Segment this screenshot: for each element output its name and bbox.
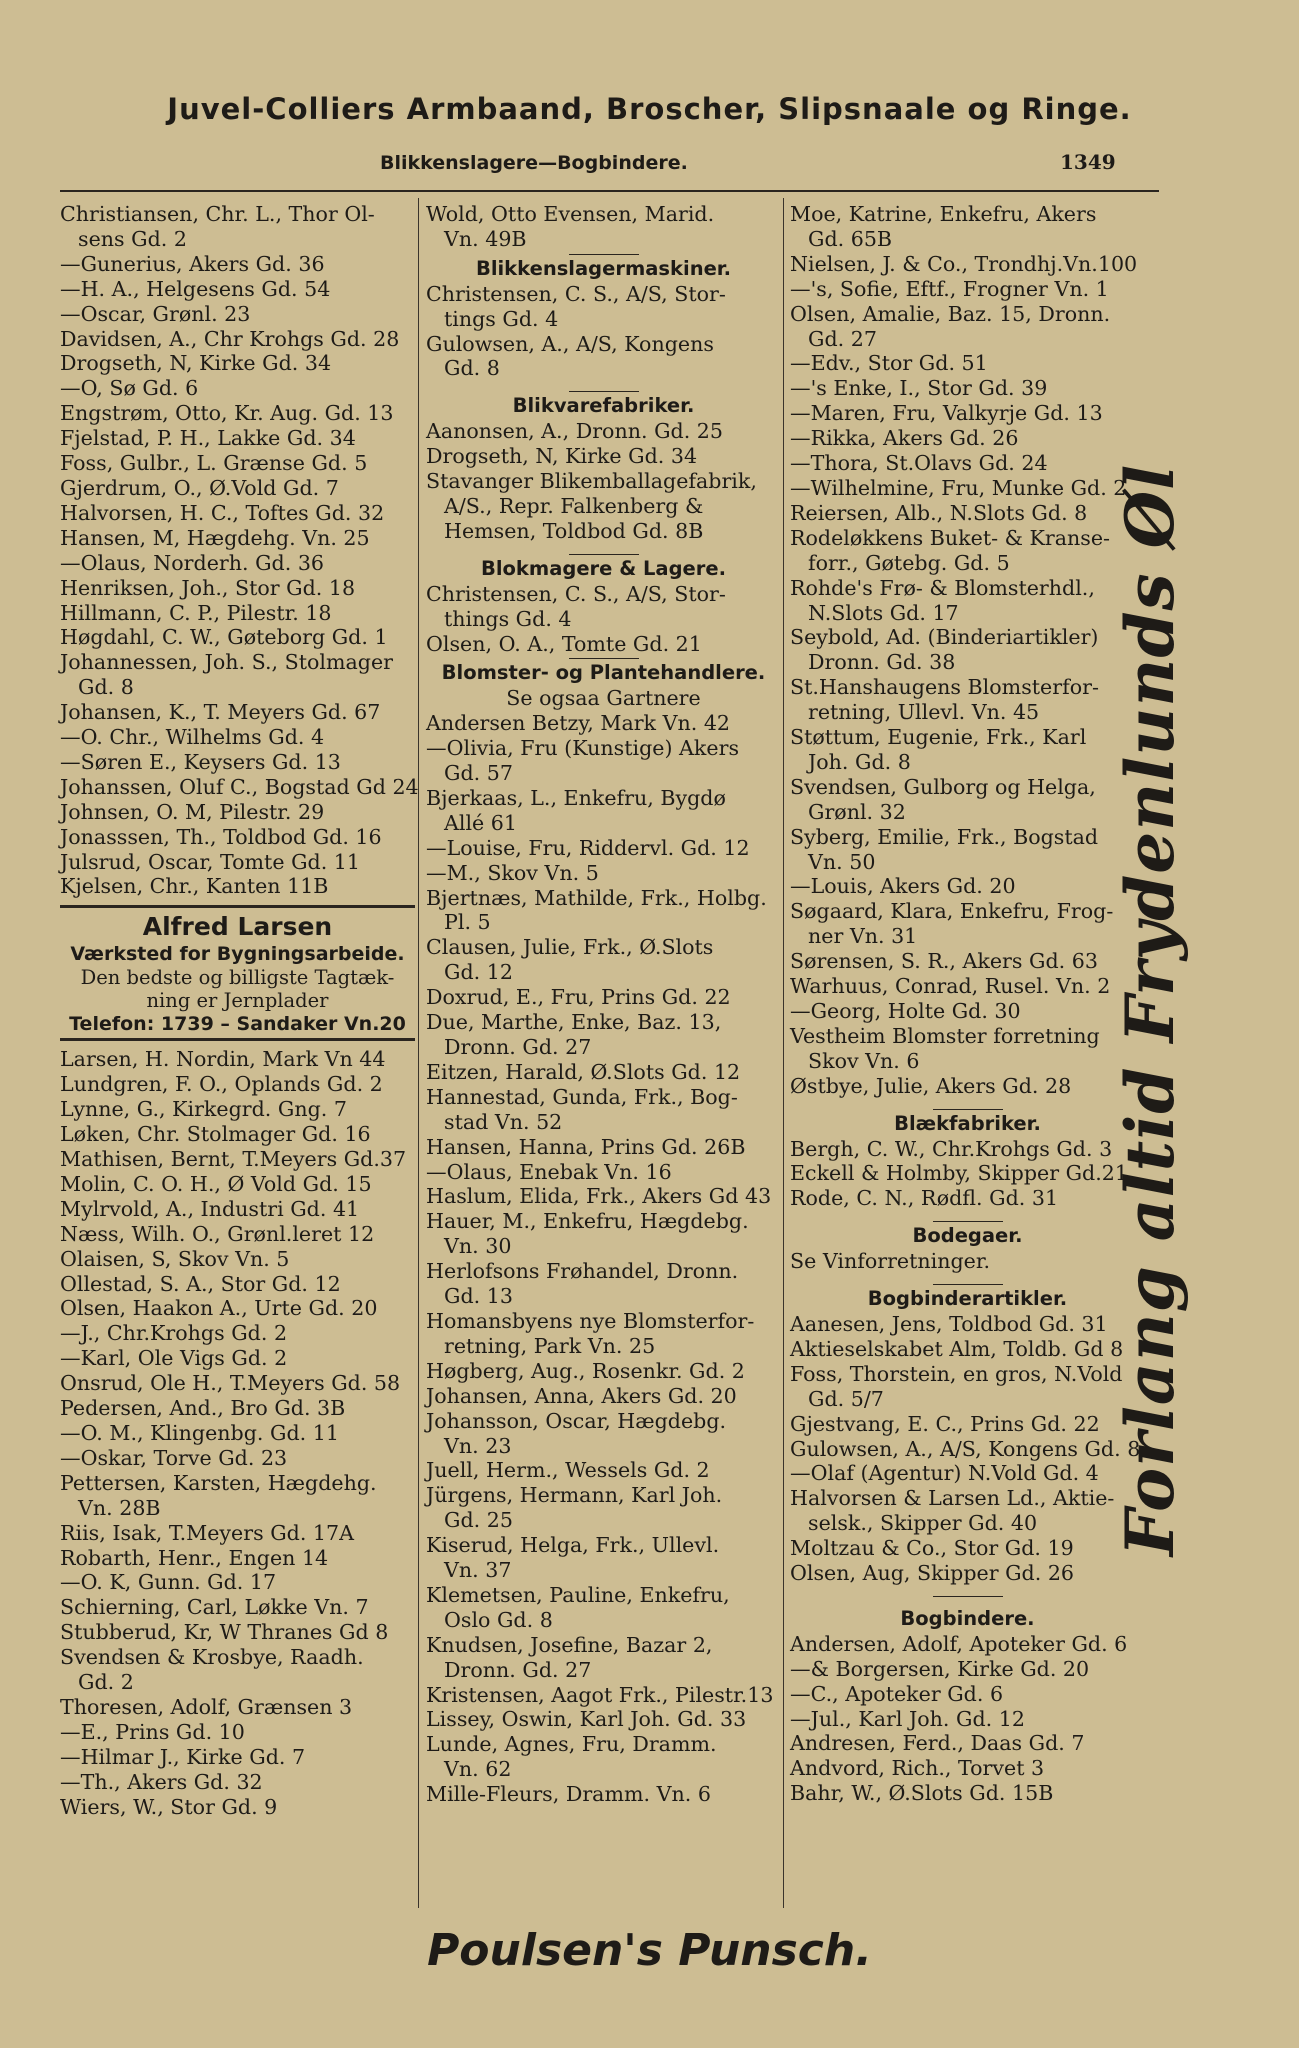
divider: [933, 1284, 1003, 1285]
directory-entry: ner Vn. 31: [808, 924, 918, 949]
directory-entry: Skov Vn. 6: [808, 1048, 920, 1073]
directory-entry: Vn. 30: [444, 1234, 512, 1259]
directory-entry: Olsen, Haakon A., Urte Gd. 20: [60, 1296, 378, 1321]
directory-entry: Seybold, Ad. (Binderiartikler): [790, 625, 1099, 650]
directory-entry: Reiersen, Alb., N.Slots Gd. 8: [790, 500, 1088, 525]
directory-entry: Jürgens, Hermann, Karl Joh.: [426, 1483, 723, 1508]
list-bogbinderartikler: [790, 1312, 1145, 1586]
directory-entry: Dronn. Gd. 38: [808, 650, 956, 675]
directory-entry: Davidsen, A., Chr Krohgs Gd. 28: [60, 326, 400, 351]
ad-line-1: Den bedste og billigste Tagtæk-: [80, 966, 395, 990]
directory-entry: Henriksen, Joh., Stor Gd. 18: [60, 575, 356, 600]
directory-entry: Herlofsons Frøhandel, Dronn.: [426, 1259, 739, 1284]
directory-entry: Robarth, Henr., Engen 14: [60, 1545, 329, 1570]
directory-entry: Andresen, Ferd., Daas Gd. 7: [790, 1731, 1085, 1756]
directory-entry: Bjerkaas, L., Enkefru, Bygdø: [426, 785, 726, 810]
heading-blikvarefabriker: Blikvarefabriker.: [512, 394, 695, 418]
directory-entry: Klemetsen, Pauline, Enkefru,: [426, 1582, 730, 1607]
divider: [933, 1109, 1003, 1110]
ad-phone: Telefon: 1739 – Sandaker Vn.20: [69, 1013, 406, 1036]
directory-entry: Kjelsen, Chr., Kanten 11B: [60, 874, 329, 899]
directory-entry: Halvorsen & Larsen Ld., Aktie-: [790, 1486, 1115, 1511]
alfred-larsen-ad: [60, 905, 415, 1041]
directory-entry: Gd. 5/7: [808, 1386, 884, 1411]
directory-entry: —Rikka, Akers Gd. 26: [790, 426, 1019, 451]
directory-entry: —Hilmar J., Kirke Gd. 7: [60, 1744, 306, 1769]
divider: [569, 658, 639, 659]
directory-entry: Eckell & Holmby, Skipper Gd.21: [790, 1161, 1128, 1186]
directory-entry: —Th., Akers Gd. 32: [60, 1769, 263, 1794]
directory-entry: A/S., Repr. Falkenberg &: [444, 493, 704, 518]
directory-entry: —Olaus, Enebak Vn. 16: [426, 1159, 672, 1184]
directory-entry: Moe, Katrine, Enkefru, Akers: [790, 202, 1097, 226]
directory-entry: Mathisen, Bernt, T.Meyers Gd.37: [60, 1147, 407, 1171]
directory-entry: Olsen, Amalie, Baz. 15, Dronn.: [790, 301, 1111, 326]
list-blaekfabriker: [790, 1137, 1145, 1212]
list-blomster: [426, 711, 781, 1807]
directory-entry: —'s Enke, I., Stor Gd. 39: [790, 376, 1048, 401]
directory-entry: stad Vn. 52: [444, 1109, 563, 1134]
directory-entry: Christensen, C. S., A/S, Stor-: [426, 281, 726, 306]
ad-line-2: ning er Jernplader: [146, 989, 329, 1013]
directory-entry: Gd. 65B: [808, 226, 893, 251]
directory-entry: Nielsen, J. & Co., Trondhj.Vn.100: [790, 251, 1138, 276]
directory-entry: Johansen, K., T. Meyers Gd. 67: [60, 700, 381, 725]
directory-entry: Syberg, Emilie, Frk., Bogstad: [790, 824, 1099, 849]
list-bogbindere: [790, 1632, 1145, 1806]
directory-entry: Gd. 25: [444, 1508, 513, 1533]
directory-entry: Julsrud, Oscar, Tomte Gd. 11: [60, 849, 360, 874]
directory-entry: —Louise, Fru, Riddervl. Gd. 12: [426, 835, 750, 860]
directory-entry: —Gunerius, Akers Gd. 36: [60, 251, 325, 276]
directory-entry: Onsrud, Ole H., T.Meyers Gd. 58: [60, 1371, 401, 1396]
directory-entry: Joh. Gd. 8: [808, 749, 911, 774]
list-blikkenslagermaskiner: [426, 282, 781, 382]
directory-entry: —Wilhelmine, Fru, Munke Gd. 2: [790, 475, 1127, 500]
directory-entry: —C., Apoteker Gd. 6: [790, 1681, 1004, 1706]
directory-entry: Kristensen, Aagot Frk., Pilestr.13: [426, 1682, 774, 1707]
directory-entry: Hauer, M., Enkefru, Hægdebg.: [426, 1209, 749, 1234]
column-2: [426, 202, 781, 1807]
directory-entry: Mille-Fleurs, Dramm. Vn. 6: [426, 1782, 711, 1807]
subheading-blomster: Se ogsaa Gartnere: [506, 686, 701, 711]
footer-ad-poulsen: Poulsen's Punsch.: [427, 1925, 872, 1976]
directory-entry: Sørensen, S. R., Akers Gd. 63: [790, 949, 1098, 974]
directory-entry: Jonasssen, Th., Toldbod Gd. 16: [60, 824, 382, 849]
heading-blaekfabriker: Blækfabriker.: [894, 1111, 1041, 1135]
directory-entry: Larsen, H. Nordin, Mark Vn 44: [60, 1047, 386, 1072]
directory-entry: Stubberud, Kr, W Thranes Gd 8: [60, 1620, 389, 1645]
directory-entry: retning, Park Vn. 25: [444, 1333, 656, 1358]
directory-entry: Christiansen, Chr. L., Thor Ol-: [60, 202, 375, 226]
directory-entry: Clausen, Julie, Frk., Ø.Slots: [426, 935, 714, 960]
directory-entry: Hemsen, Toldbod Gd. 8B: [444, 518, 704, 543]
side-ad-text: Forlang altid Frydenlunds Øl: [1111, 463, 1189, 1557]
directory-entry: —Edv., Stor Gd. 51: [790, 351, 988, 376]
directory-entry: Bergh, C. W., Chr.Krohgs Gd. 3: [790, 1136, 1113, 1161]
directory-entry: —E., Prins Gd. 10: [60, 1719, 245, 1744]
directory-entry: Fjelstad, P. H., Lakke Gd. 34: [60, 426, 356, 451]
directory-entry: Dronn. Gd. 27: [444, 1657, 592, 1682]
directory-entry: —Oskar, Torve Gd. 23: [60, 1445, 288, 1470]
directory-entry: Drogseth, N, Kirke Gd. 34: [60, 351, 332, 376]
directory-entry: Gd. 27: [808, 326, 877, 351]
directory-entry: Rodeløkkens Buket- & Kranse-: [790, 525, 1110, 550]
col2-intro: [426, 202, 781, 252]
directory-entry: Hillmann, C. P., Pilestr. 18: [60, 600, 332, 625]
directory-entry: Warhuus, Conrad, Rusel. Vn. 2: [790, 974, 1111, 999]
ad-subtitle: Værksted for Bygningsarbeide.: [70, 943, 405, 966]
directory-entry: Gd. 2: [78, 1670, 134, 1695]
directory-entry: Østbye, Julie, Akers Gd. 28: [790, 1073, 1072, 1098]
directory-entry: Bjertnæs, Mathilde, Frk., Holbg.: [426, 885, 767, 910]
directory-entry: Oslo Gd. 8: [444, 1607, 553, 1632]
directory-entry: Grønl. 32: [808, 799, 906, 824]
directory-entry: Gd. 57: [444, 761, 513, 786]
directory-entry: Moltzau & Co., Stor Gd. 19: [790, 1536, 1074, 1561]
directory-entry: things Gd. 4: [444, 606, 572, 631]
col1-entries-2: [60, 1047, 415, 1819]
directory-entry: Johnsen, O. M, Pilestr. 29: [60, 799, 325, 824]
directory-entry: —O, Sø Gd. 6: [60, 376, 199, 401]
directory-entry: Svendsen & Krosbye, Raadh.: [60, 1645, 364, 1670]
directory-entry: Ollestad, S. A., Stor Gd. 12: [60, 1271, 341, 1296]
directory-entry: N.Slots Gd. 17: [808, 600, 959, 625]
directory-entry: —Maren, Fru, Valkyrje Gd. 13: [790, 401, 1103, 426]
directory-entry: Eitzen, Harald, Ø.Slots Gd. 12: [426, 1059, 741, 1084]
directory-entry: Gd. 12: [444, 960, 513, 985]
directory-entry: Hannestad, Gunda, Frk., Bog-: [426, 1084, 738, 1109]
directory-entry: Pedersen, And., Bro Gd. 3B: [60, 1396, 346, 1421]
directory-entry: Wold, Otto Evensen, Marid.: [426, 202, 715, 226]
directory-entry: Lissey, Oswin, Karl Joh. Gd. 33: [426, 1707, 747, 1732]
directory-entry: Knudsen, Josefine, Bazar 2,: [426, 1632, 713, 1657]
directory-entry: Doxrud, E., Fru, Prins Gd. 22: [426, 985, 731, 1010]
list-bodegaer: [790, 1249, 1145, 1274]
directory-entry: Pl. 5: [444, 910, 491, 935]
directory-entry: Johansen, Anna, Akers Gd. 20: [426, 1383, 737, 1408]
directory-entry: Vestheim Blomster forretning: [790, 1023, 1100, 1048]
heading-blomster: Blomster- og Plantehandlere.: [441, 661, 766, 685]
directory-entry: —Oscar, Grønl. 23: [60, 301, 251, 326]
divider: [569, 391, 639, 392]
directory-entry: Johannessen, Joh. S., Stolmager: [60, 650, 393, 675]
directory-entry: Foss, Gulbr., L. Grænse Gd. 5: [60, 451, 368, 476]
top-banner-ad: Juvel-Colliers Armbaand, Broscher, Slipsnaale og Ringe.: [167, 92, 1132, 126]
directory-entry: forr., Gøtebg. Gd. 5: [808, 550, 1010, 575]
directory-entry: Andvord, Rich., Torvet 3: [790, 1756, 1045, 1781]
directory-entry: Due, Marthe, Enke, Baz. 13,: [426, 1010, 722, 1035]
divider: [569, 254, 639, 255]
directory-entry: Løken, Chr. Stolmager Gd. 16: [60, 1122, 371, 1147]
directory-entry: Haslum, Elida, Frk., Akers Gd 43: [426, 1184, 772, 1209]
directory-entry: Gulowsen, A., A/S, Kongens: [426, 331, 714, 356]
directory-entry: —Olivia, Fru (Kunstige) Akers: [426, 736, 740, 761]
col3-entries: [790, 202, 1145, 1099]
directory-entry: Rohde's Frø- & Blomsterhdl.,: [790, 575, 1095, 600]
directory-entry: Hansen, M, Hægdehg. Vn. 25: [60, 525, 370, 550]
heading-bogbinderartikler: Bogbinderartikler.: [867, 1287, 1068, 1311]
running-title: Blikkenslagere—Bogbindere.: [380, 152, 688, 174]
directory-entry: —& Borgersen, Kirke Gd. 20: [790, 1656, 1090, 1681]
directory-entry: Dronn. Gd. 27: [444, 1035, 592, 1059]
directory-entry: Andersen Betzy, Mark Vn. 42: [426, 711, 731, 736]
directory-entry: Vn. 23: [444, 1433, 512, 1458]
directory-entry: Svendsen, Gulborg og Helga,: [790, 774, 1096, 799]
list-blokmagere: [426, 582, 781, 657]
directory-entry: Lundgren, F. O., Oplands Gd. 2: [60, 1072, 383, 1097]
directory-entry: —O. K, Gunn. Gd. 17: [60, 1570, 277, 1595]
directory-entry: Johanssen, Oluf C., Bogstad Gd 24: [60, 774, 419, 799]
directory-entry: retning, Ullevl. Vn. 45: [808, 700, 1040, 725]
directory-entry: tings Gd. 4: [444, 306, 559, 331]
heading-bodegaer: Bodegaer.: [912, 1224, 1023, 1248]
directory-entry: Lynne, G., Kirkegrd. Gng. 7: [60, 1097, 347, 1122]
directory-entry: Næss, Wilh. O., Grønl.leret 12: [60, 1221, 375, 1246]
directory-entry: Olsen, O. A., Tomte Gd. 21: [426, 631, 702, 656]
directory-entry: Søgaard, Klara, Enkefru, Frog-: [790, 899, 1114, 924]
directory-entry: —Georg, Holte Gd. 30: [790, 999, 1021, 1023]
directory-entry: Vn. 37: [444, 1558, 512, 1583]
directory-entry: Olsen, Aug, Skipper Gd. 26: [790, 1561, 1075, 1586]
directory-entry: Høgdahl, C. W., Gøteborg Gd. 1: [60, 625, 388, 650]
column-divider-2: [783, 198, 784, 1908]
heading-blikkenslagermaskiner: Blikkenslagermaskiner.: [475, 256, 732, 280]
directory-entry: Gd. 8: [78, 675, 134, 700]
directory-entry: Kiserud, Helga, Frk., Ullevl.: [426, 1533, 720, 1558]
list-blikvarefabriker: [426, 419, 781, 544]
directory-entry: sens Gd. 2: [78, 226, 187, 251]
directory-entry: Rode, C. N., Rødfl. Gd. 31: [790, 1186, 1059, 1211]
directory-entry: Hansen, Hanna, Prins Gd. 26B: [426, 1134, 746, 1159]
directory-entry: Olaisen, S, Skov Vn. 5: [60, 1246, 290, 1271]
directory-entry: Aanonsen, A., Dronn. Gd. 25: [426, 419, 724, 444]
directory-entry: Aktieselskabet Alm, Toldb. Gd 8: [790, 1336, 1124, 1361]
divider: [933, 1221, 1003, 1222]
directory-entry: Christensen, C. S., A/S, Stor-: [426, 581, 726, 606]
ad-title: Alfred Larsen: [142, 912, 333, 942]
directory-entry: —Søren E., Keysers Gd. 13: [60, 749, 341, 774]
directory-entry: —Thora, St.Olavs Gd. 24: [790, 451, 1048, 476]
directory-entry: Wiers, W., Stor Gd. 9: [60, 1794, 278, 1819]
directory-entry: Drogseth, N, Kirke Gd. 34: [426, 444, 698, 469]
column-divider-1: [418, 198, 419, 1908]
directory-entry: Molin, C. O. H., Ø Vold Gd. 15: [60, 1171, 372, 1196]
directory-entry: Halvorsen, H. C., Toftes Gd. 32: [60, 500, 385, 525]
directory-entry: Homansbyens nye Blomsterfor-: [426, 1308, 755, 1333]
heading-bogbindere: Bogbindere.: [900, 1606, 1035, 1630]
directory-entry: selsk., Skipper Gd. 40: [808, 1511, 1038, 1536]
directory-entry: —O. M., Klingenbg. Gd. 11: [60, 1420, 339, 1445]
directory-entry: Lunde, Agnes, Fru, Dramm.: [426, 1732, 717, 1757]
directory-entry: —'s, Sofie, Eftf., Frogner Vn. 1: [790, 276, 1109, 301]
directory-entry: St.Hanshaugens Blomsterfor-: [790, 675, 1099, 700]
divider: [933, 1596, 1003, 1597]
directory-entry: —Olaus, Norderh. Gd. 36: [60, 550, 325, 575]
directory-entry: Juell, Herm., Wessels Gd. 2: [426, 1458, 710, 1483]
directory-entry: Johansson, Oscar, Hægdebg.: [426, 1408, 727, 1433]
directory-entry: Schierning, Carl, Løkke Vn. 7: [60, 1595, 369, 1620]
directory-entry: Bahr, W., Ø.Slots Gd. 15B: [790, 1781, 1054, 1806]
directory-entry: Riis, Isak, T.Meyers Gd. 17A: [60, 1520, 355, 1545]
divider: [569, 554, 639, 555]
column-1: [60, 202, 419, 1819]
directory-entry: Gjestvang, E. C., Prins Gd. 22: [790, 1411, 1100, 1436]
directory-entry: —Karl, Ole Vigs Gd. 2: [60, 1346, 288, 1371]
directory-entry: Mylrvold, A., Industri Gd. 41: [60, 1196, 360, 1221]
directory-entry: Thoresen, Adolf, Grænsen 3: [60, 1694, 353, 1719]
directory-entry: Gulowsen, A., A/S, Kongens Gd. 8: [790, 1436, 1141, 1461]
directory-entry: Vn. 50: [808, 849, 876, 874]
directory-entry: —Jul., Karl Joh. Gd. 12: [790, 1706, 1025, 1731]
directory-entry: Allé 61: [444, 810, 517, 835]
directory-entry: Støttum, Eugenie, Frk., Karl: [790, 725, 1087, 750]
page-number: 1349: [1060, 150, 1116, 174]
column-3: [790, 202, 1145, 1806]
directory-entry: —Louis, Akers Gd. 20: [790, 874, 1016, 899]
directory-entry: Se Vinforretninger.: [790, 1249, 990, 1274]
directory-entry: Aanesen, Jens, Toldbod Gd. 31: [790, 1311, 1108, 1336]
directory-entry: Vn. 28B: [78, 1495, 161, 1520]
directory-entry: —O. Chr., Wilhelms Gd. 4: [60, 725, 325, 750]
directory-entry: Engstrøm, Otto, Kr. Aug. Gd. 13: [60, 401, 394, 426]
directory-entry: Gd. 8: [444, 356, 500, 381]
directory-entry: Vn. 49B: [444, 226, 527, 251]
directory-entry: Stavanger Blikemballagefabrik,: [426, 469, 757, 494]
directory-entry: —M., Skov Vn. 5: [426, 860, 599, 885]
directory-entry: —Olaf (Agentur) N.Vold Gd. 4: [790, 1461, 1099, 1486]
col1-entries: [60, 202, 419, 899]
directory-entry: —H. A., Helgesens Gd. 54: [60, 276, 331, 301]
directory-entry: Foss, Thorstein, en gros, N.Vold: [790, 1361, 1123, 1386]
directory-entry: Pettersen, Karsten, Hægdehg.: [60, 1470, 377, 1495]
directory-entry: Gd. 13: [444, 1284, 513, 1309]
heading-blokmagere: Blokmagere & Lagere.: [480, 556, 727, 580]
header-rule: [60, 190, 1159, 192]
directory-entry: Vn. 62: [444, 1757, 512, 1782]
directory-entry: Gjerdrum, O., Ø.Vold Gd. 7: [60, 475, 339, 500]
directory-entry: Andersen, Adolf, Apoteker Gd. 6: [790, 1631, 1128, 1656]
directory-entry: Høgberg, Aug., Rosenkr. Gd. 2: [426, 1358, 745, 1383]
directory-entry: —J., Chr.Krohgs Gd. 2: [60, 1321, 288, 1346]
